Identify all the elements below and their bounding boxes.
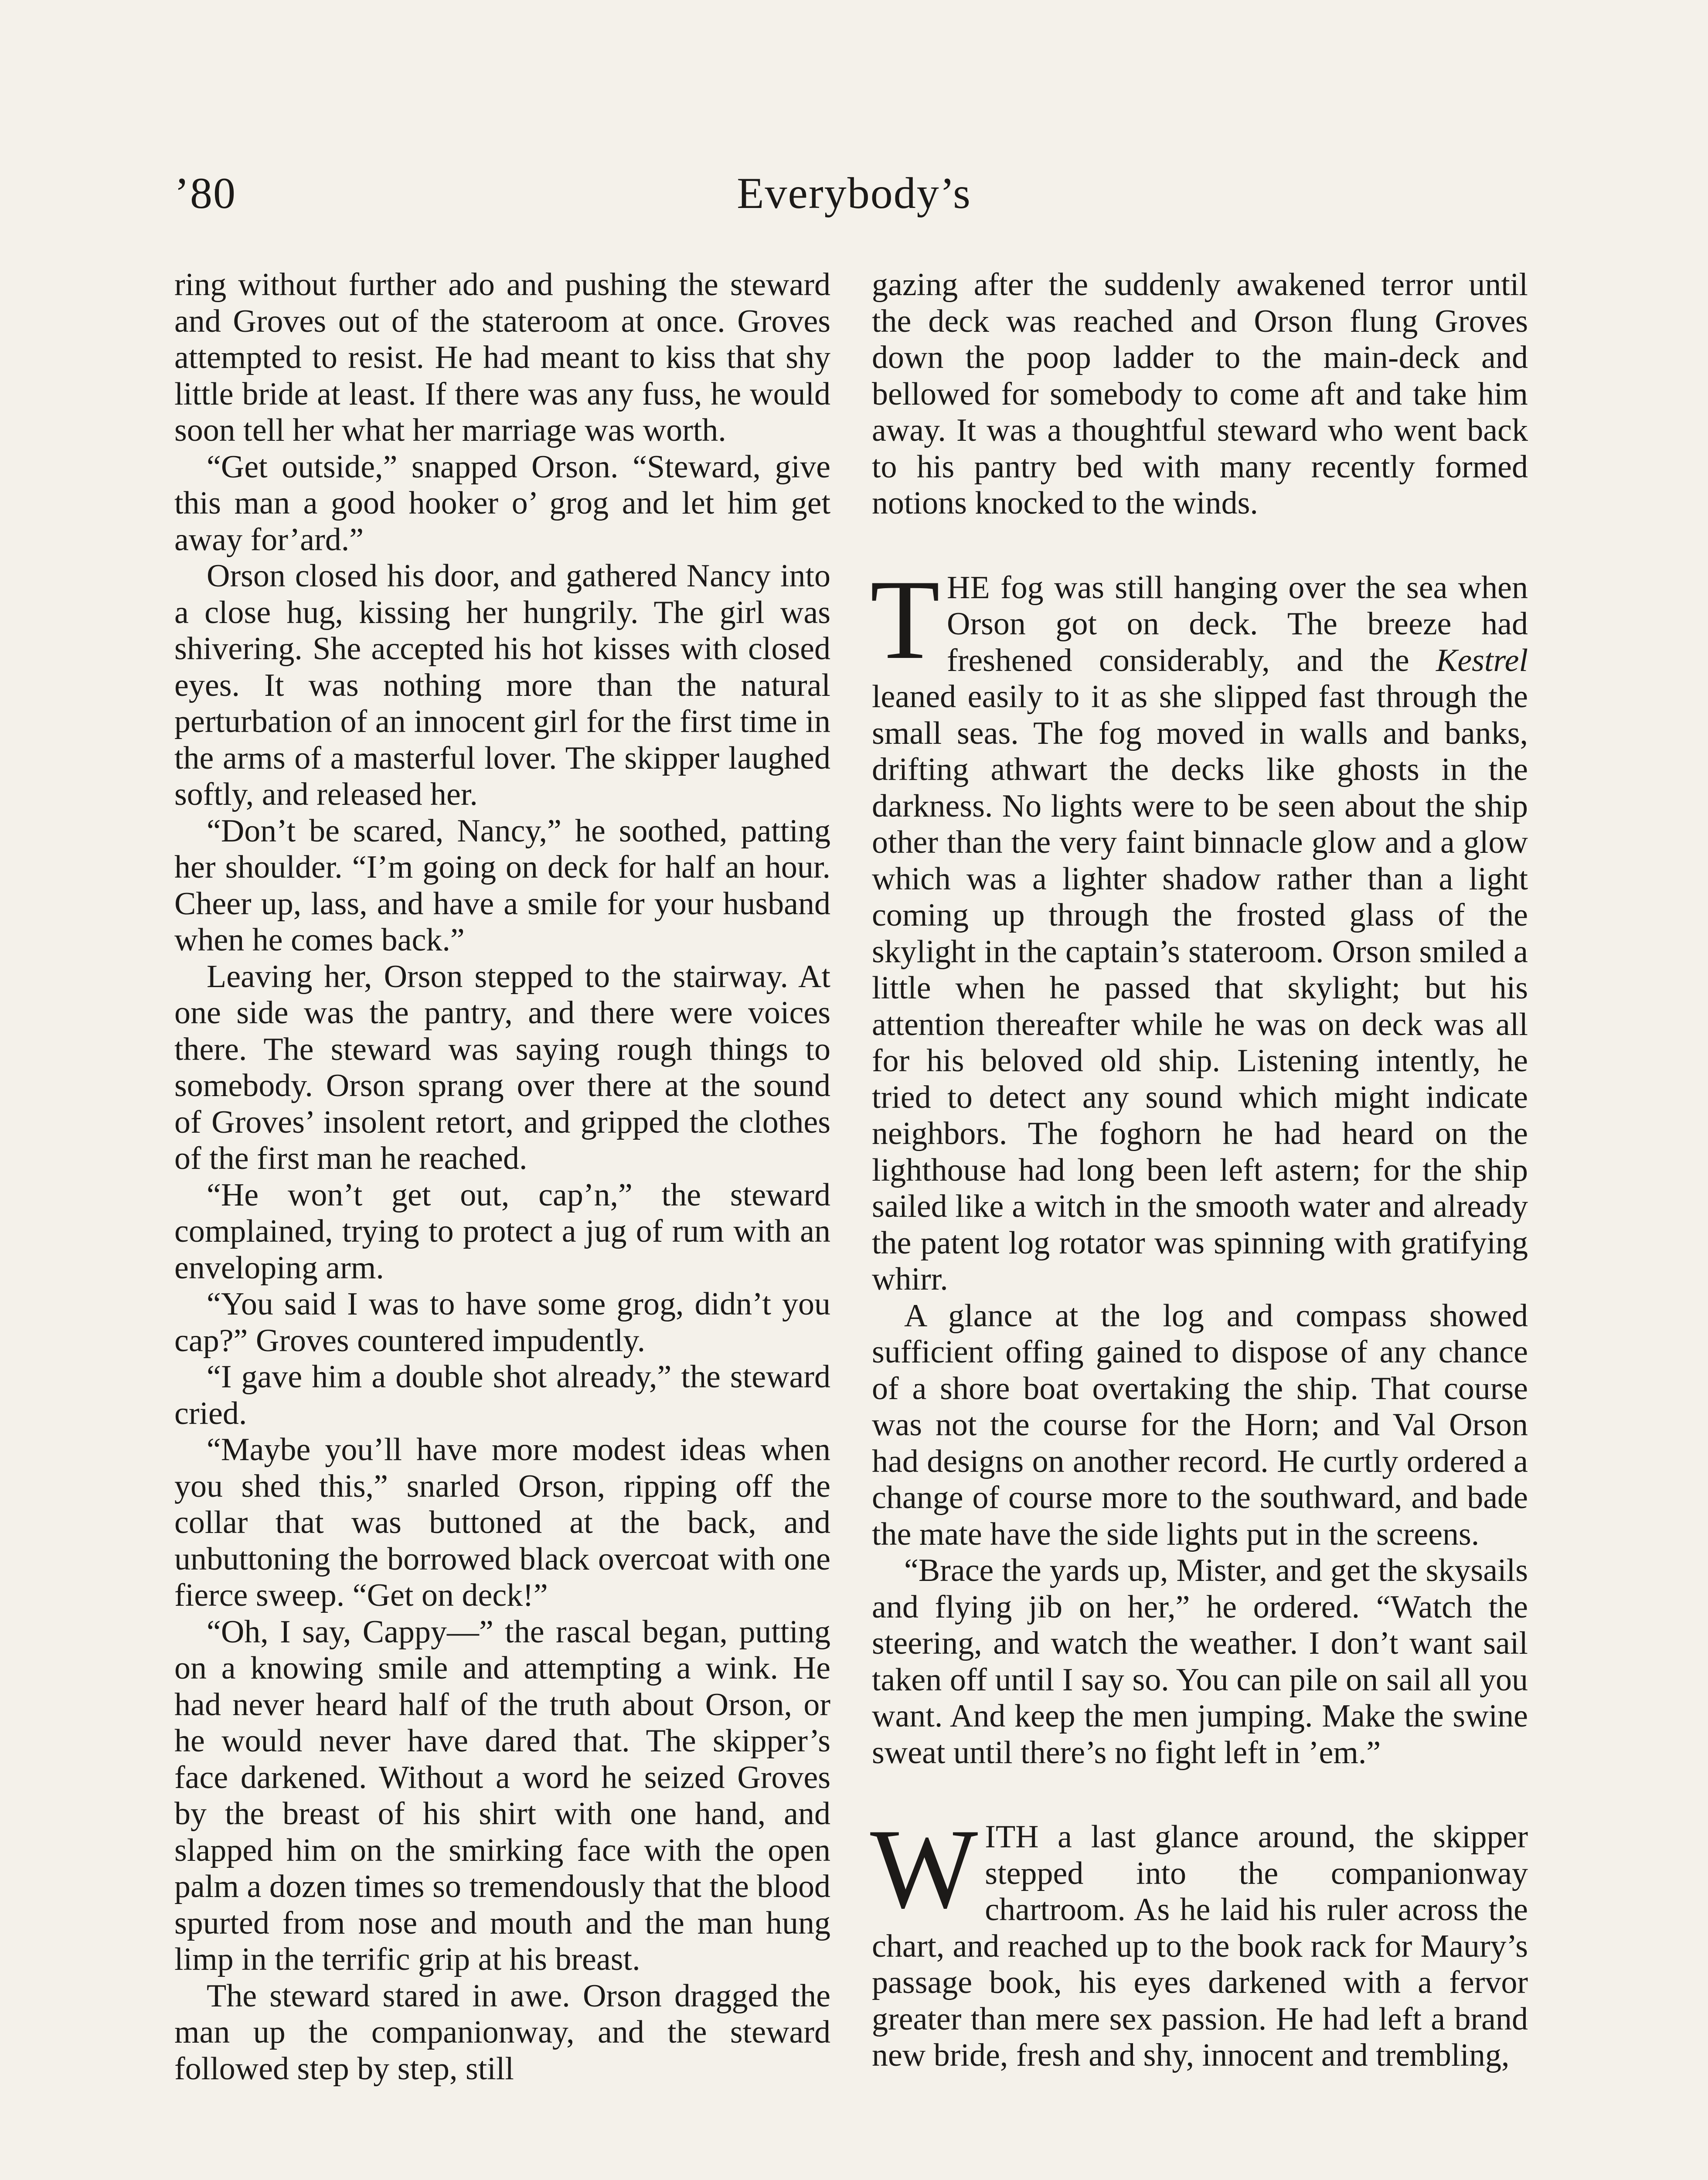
paragraph-text: leaned easily to it as she slipped fast through the small seas. The fog moved in walls and banks, drifting athwart the decks like ghosts in the darkness. No lights were to be seen about the ship other than the very faint binnacle glow and a glow which was a lighter shadow rather than a light coming up through the frosted glass of the skylight in the captain’s stateroom. Orson smiled a little when he passed that skylight; but his attention thereafter while he was on deck was all for his beloved old ship. Listening intently, he tried to detect any sound which might indicate neighbors. The foghorn he had heard on the lighthouse had long been left astern; for the ship sailed like a witch in the smooth water and already the patent log rotator was spinning with gratifying whirr. bbox=[872, 679, 1528, 1297]
paragraph: ring without further ado and pushing the steward and Groves out of the stateroom at once. Groves attempted to resist. He had meant to kiss that shy little bride at least. If there was any fuss, he would soon tell her what her marriage was worth. bbox=[174, 267, 830, 448]
paragraph: Leaving her, Orson stepped to the stairway. At one side was the pantry, and there were voices there. The steward was saying rough things to somebody. Orson sprang over there at the sound of Groves’ insolent retort, and gripped the clothes of the first man he reached. bbox=[174, 958, 830, 1176]
paragraph: “Brace the yards up, Mister, and get the skysails and flying jib on her,” he ordered. “Watch the steering, and watch the weather. I don’t want sail taken off until I say so. You can pile on sail all you want. And keep the men jumping. Make the swine sweat until there’s no fight left in ’em.” bbox=[872, 1553, 1528, 1771]
paragraph: gazing after the suddenly awakened terror until the deck was reached and Orson flung Groves down the poop ladder to the main-deck and bellowed for somebody to come aft and take him away. It was a thoughtful steward who went back to his pantry bed with many recently formed notions knocked to the winds. bbox=[872, 267, 1528, 521]
small-caps-lead: HE bbox=[947, 569, 990, 606]
paragraph-text: fog was still hanging over the sea when Orson got on deck. The breeze had freshened considerably, and the bbox=[947, 569, 1528, 678]
page-number: ’80 bbox=[174, 169, 236, 218]
section-opening-paragraph bbox=[870, 556, 1528, 1298]
paragraph: “Maybe you’ll have more modest ideas when you shed this,” snarled Orson, ripping off the collar that was buttoned at the back, and unbuttoning the borrowed black overcoat with one fierce sweep. “Get on deck!” bbox=[174, 1432, 830, 1613]
left-column bbox=[174, 267, 830, 2087]
paragraph: The steward stared in awe. Orson dragged the man up the companionway, and the steward followed step by step, still bbox=[174, 1978, 830, 2087]
ship-name: Kestrel bbox=[1436, 642, 1528, 678]
paragraph: “Get outside,” snapped Orson. “Steward, give this man a good hooker o’ grog and let him get away for’ard.” bbox=[174, 449, 830, 558]
paragraph: “He won’t get out, cap’n,” the steward complained, trying to protect a jug of rum with an enveloping arm. bbox=[174, 1177, 830, 1286]
running-head: Everybody’s bbox=[737, 169, 971, 218]
section-opening-paragraph bbox=[870, 1805, 1528, 2074]
right-column bbox=[872, 267, 1528, 2074]
paragraph: “I gave him a double shot already,” the steward cried. bbox=[174, 1359, 830, 1431]
paragraph-text: a last glance around, the skipper stepped into the companionway chartroom. As he laid his ruler across the chart, and reached up to the book rack for Maury’s passage book, his eyes darkened with a fervor greater than mere sex passion. He had left a brand new bride, fresh and shy, innocent and trembling, bbox=[872, 1819, 1528, 2073]
section-break bbox=[872, 522, 1528, 570]
paragraph: “Oh, I say, Cappy—” the rascal began, putting on a knowing smile and attempting a wink. He had never heard half of the truth about Orson, or he would never have dared that. The skipper’s face darkened. Without a word he seized Groves by the breast of his shirt with one hand, and slapped him on the smirking face with the open palm a dozen times so tremendously that the blood spurted from nose and mouth and the man hung limp in the terrific grip at his breast. bbox=[174, 1614, 830, 1977]
paragraph: A glance at the log and compass showed sufficient offing gained to dispose of any chance of a shore boat overtaking the ship. That course was not the course for the Horn; and Val Orson had designs on another record. He curtly ordered a change of course more to the southward, and bade the mate have the side lights put in the screens. bbox=[872, 1298, 1528, 1552]
paragraph: Orson closed his door, and gathered Nancy into a close hug, kissing her hungrily. The girl was shivering. She accepted his hot kisses with closed eyes. It was nothing more than the natural perturbation of an innocent girl for the first time in the arms of a masterful lover. The skipper laughed softly, and released her. bbox=[174, 558, 830, 812]
paragraph: “You said I was to have some grog, didn’t you cap?” Groves countered impudently. bbox=[174, 1286, 830, 1359]
paragraph: “Don’t be scared, Nancy,” he soothed, patting her shoulder. “I’m going on deck for half an hour. Cheer up, lass, and have a smile for your husband when he comes back.” bbox=[174, 813, 830, 958]
drop-cap: T bbox=[870, 556, 940, 683]
drop-cap: W bbox=[870, 1805, 978, 1932]
small-caps-lead: ITH bbox=[985, 1819, 1039, 1855]
